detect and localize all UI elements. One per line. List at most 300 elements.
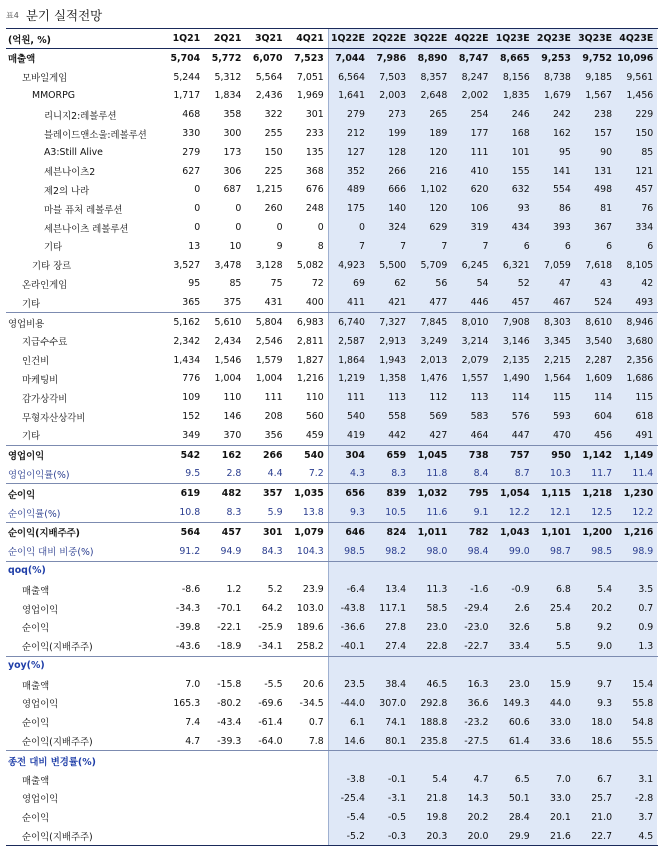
table-cell: 1,115 (534, 484, 575, 503)
table-cell: 12.2 (616, 503, 657, 522)
table-cell: 411 (328, 293, 369, 312)
table-cell (287, 657, 328, 676)
table-cell: 120 (410, 199, 451, 218)
table-cell: 357 (262, 488, 283, 500)
table-cell: 74.1 (369, 713, 410, 732)
table-cell: 162 (534, 124, 575, 143)
row-label: 매출액 (22, 585, 50, 597)
table-cell: 128 (369, 143, 410, 162)
table-row (6, 105, 658, 124)
table-title: 분기 실적전망 (25, 8, 103, 23)
row-label: MMORPG (32, 90, 75, 102)
table-cell (163, 789, 204, 808)
table-cell: 676 (305, 184, 324, 196)
table-cell (287, 562, 328, 581)
row-label: 마블 퓨처 레볼루션 (44, 204, 123, 216)
table-cell: 1.3 (616, 637, 657, 656)
table-cell: 542 (180, 449, 201, 461)
table-cell: 322 (264, 109, 283, 121)
table-cell: 618 (616, 407, 657, 426)
table-cell: -18.9 (217, 640, 242, 652)
table-cell: 141 (534, 162, 575, 181)
table-cell: -64.0 (258, 735, 283, 747)
table-cell: 121 (616, 162, 657, 181)
table-cell: 242 (534, 105, 575, 124)
table-cell: 554 (534, 181, 575, 200)
table-cell: 109 (182, 392, 201, 404)
table-cell: 0.7 (308, 716, 324, 728)
column-header-3q22e: 3Q22E (410, 29, 451, 48)
table-cell: -29.4 (451, 599, 492, 618)
table-cell: 13 (188, 240, 201, 252)
row-label: 리니지2:레볼루션 (44, 110, 117, 122)
row-label: 순이익 대비 비중(%) (8, 547, 94, 559)
table-cell: 540 (304, 449, 324, 461)
table-cell: 75 (270, 278, 283, 290)
table-cell (163, 562, 204, 581)
table-cell (163, 770, 204, 789)
table-cell: 13.4 (369, 580, 410, 599)
table-cell: 1,679 (534, 87, 575, 106)
table-cell: 5.4 (410, 770, 451, 789)
table-row (6, 789, 658, 808)
table-cell: -8.6 (181, 584, 201, 596)
table-cell: 22.7 (575, 827, 616, 846)
table-cell: 1,011 (410, 523, 451, 542)
table-cell: 9.2 (575, 618, 616, 637)
table-cell: 334 (616, 218, 657, 237)
table-cell: 5,162 (173, 317, 201, 329)
table-cell: 61.4 (493, 732, 534, 751)
table-cell: 168 (493, 124, 534, 143)
table-cell: 604 (575, 407, 616, 426)
table-cell: 7.8 (308, 735, 324, 747)
table-cell: 47 (534, 275, 575, 294)
table-cell: 42 (616, 275, 657, 294)
table-cell: 98.5 (328, 542, 369, 561)
table-cell: 225 (264, 165, 283, 177)
table-cell: -34.3 (175, 603, 201, 614)
table-cell: 468 (182, 109, 201, 121)
table-cell: -70.1 (217, 603, 242, 614)
table-row (6, 522, 658, 542)
table-cell: 115 (534, 388, 575, 407)
table-cell: 20.3 (410, 827, 451, 846)
row-label: 영업이익 (22, 604, 59, 616)
table-cell: 101 (493, 143, 534, 162)
table-cell (575, 657, 616, 676)
table-header-row (6, 28, 658, 49)
table-row (6, 370, 658, 389)
table-cell: 410 (451, 162, 492, 181)
table-cell: 7,327 (369, 313, 410, 332)
table-cell: 18.6 (575, 732, 616, 751)
table-cell: 114 (575, 388, 616, 407)
table-cell: 0 (194, 184, 201, 196)
table-cell (204, 562, 245, 581)
table-cell: 98.0 (410, 542, 451, 561)
table-cell: 482 (221, 488, 242, 500)
table-cell: 8.4 (451, 465, 492, 484)
table-row (6, 770, 658, 789)
table-cell: 12.1 (534, 503, 575, 522)
table-cell: 5,772 (211, 52, 242, 64)
table-row (6, 827, 658, 846)
table-cell: 29.9 (493, 827, 534, 846)
table-cell: 1,490 (493, 370, 534, 389)
table-cell: 8,247 (451, 68, 492, 87)
row-label: 블레이드앤소울:레볼루션 (44, 129, 147, 141)
table-cell: 9.3 (575, 694, 616, 713)
table-cell (287, 770, 328, 789)
table-cell: 1,032 (410, 484, 451, 503)
table-cell: 54.8 (616, 713, 657, 732)
table-cell: 99.0 (493, 542, 534, 561)
table-cell: 6,245 (451, 256, 492, 275)
table-cell: 10.5 (369, 503, 410, 522)
row-label: 순이익(지배주주) (22, 832, 93, 844)
table-cell: 7 (369, 237, 410, 256)
table-cell: 279 (328, 105, 369, 124)
table-cell: 1,004 (214, 373, 242, 385)
table-cell: -34.1 (258, 640, 283, 652)
table-cell: 1,717 (173, 90, 201, 102)
table-cell: 152 (182, 411, 201, 423)
table-cell: 2,913 (369, 332, 410, 351)
table-cell: 23.9 (302, 584, 324, 596)
table-cell: 2,546 (255, 335, 283, 347)
table-row (6, 713, 658, 732)
table-cell: 95 (534, 143, 575, 162)
table-cell: 3.1 (616, 770, 657, 789)
table-cell (245, 789, 286, 808)
table-cell: 5.4 (575, 580, 616, 599)
table-cell: 419 (328, 426, 369, 445)
table-cell: 33.0 (534, 789, 575, 808)
table-cell: 457 (493, 293, 534, 312)
table-cell: 20.1 (534, 808, 575, 827)
table-cell: 38.4 (369, 675, 410, 694)
table-cell: 307.0 (369, 694, 410, 713)
table-cell: 6 (493, 237, 534, 256)
table-cell: 1,054 (493, 484, 534, 503)
table-cell: 60.6 (493, 713, 534, 732)
table-cell: 358 (223, 109, 242, 121)
table-cell: 1,101 (534, 523, 575, 542)
table-cell: 3,680 (616, 332, 657, 351)
table-cell: 2,287 (575, 351, 616, 370)
table-cell (204, 789, 245, 808)
table-cell: 165.3 (173, 697, 201, 709)
table-row (6, 332, 658, 351)
table-cell: 33.6 (534, 732, 575, 751)
table-cell: 1,579 (255, 354, 283, 366)
table-cell (287, 751, 328, 770)
earnings-forecast-table (6, 28, 658, 846)
row-label: yoy(%) (8, 660, 45, 672)
table-cell: 8.3 (369, 465, 410, 484)
row-label: 기타 (22, 298, 41, 310)
table-cell: 349 (182, 429, 201, 441)
table-row (6, 351, 658, 370)
table-cell: 0 (235, 222, 242, 234)
table-cell: 266 (262, 449, 283, 461)
table-cell: 5.9 (267, 507, 283, 519)
table-cell (245, 770, 286, 789)
table-cell: 248 (305, 203, 324, 215)
table-cell: 69 (328, 275, 369, 294)
table-cell: 7.4 (185, 716, 201, 728)
table-cell: 18.0 (575, 713, 616, 732)
table-cell: 8,105 (616, 256, 657, 275)
table-cell: 0.7 (616, 599, 657, 618)
table-cell (287, 808, 328, 827)
table-cell: 212 (328, 124, 369, 143)
table-cell: 1,142 (575, 446, 616, 465)
table-cell: 25.7 (575, 789, 616, 808)
table-cell (204, 827, 245, 846)
table-cell: 117.1 (369, 599, 410, 618)
table-cell: 208 (264, 411, 283, 423)
table-cell: 85 (229, 278, 242, 290)
table-cell: 7,908 (493, 313, 534, 332)
table-cell: 46.5 (410, 675, 451, 694)
table-cell: 301 (262, 526, 283, 538)
table-cell: 6,564 (328, 68, 369, 87)
table-cell: 7,986 (369, 49, 410, 68)
table-cell (451, 751, 492, 770)
table-cell: 3,249 (410, 332, 451, 351)
table-cell: 558 (369, 407, 410, 426)
table-cell: 150 (264, 146, 283, 158)
table-row (6, 808, 658, 827)
table-cell: 9.3 (328, 503, 369, 522)
table-cell: 464 (451, 426, 492, 445)
table-cell: 104.3 (296, 545, 324, 557)
table-row (6, 199, 658, 218)
table-cell: 3,214 (451, 332, 492, 351)
table-cell: 14.6 (328, 732, 369, 751)
table-cell: 91.2 (179, 545, 201, 557)
row-label: 영업이익 (8, 451, 45, 463)
table-cell: 127 (328, 143, 369, 162)
table-cell: 1,045 (410, 446, 451, 465)
row-label: 순이익 (22, 623, 50, 635)
table-cell: 368 (305, 165, 324, 177)
row-label: 제2의 나라 (44, 185, 90, 197)
table-cell (575, 562, 616, 581)
table-cell: 446 (451, 293, 492, 312)
table-cell: 146 (223, 411, 242, 423)
table-cell: 1,943 (369, 351, 410, 370)
table-cell: 583 (451, 407, 492, 426)
table-cell: 6 (534, 237, 575, 256)
table-cell (245, 657, 286, 676)
table-cell: 20.6 (302, 679, 324, 691)
table-cell: 5.8 (534, 618, 575, 637)
table-cell (328, 562, 369, 581)
table-cell: -39.3 (217, 735, 242, 747)
table-cell: -0.1 (369, 770, 410, 789)
table-cell: 2,436 (255, 90, 283, 102)
column-header-2q21: 2Q21 (213, 33, 242, 44)
table-cell: 14.3 (451, 789, 492, 808)
table-cell: 98.9 (616, 542, 657, 561)
table-cell: 2.6 (493, 599, 534, 618)
row-label: 영업이익 (22, 794, 59, 806)
table-cell: 233 (305, 128, 324, 140)
table-row (6, 599, 658, 618)
table-cell: -43.8 (328, 599, 369, 618)
table-cell: 795 (451, 484, 492, 503)
table-cell: 6,983 (296, 317, 324, 329)
table-cell: 569 (410, 407, 451, 426)
table-cell: 776 (182, 373, 201, 385)
row-label: 마케팅비 (22, 374, 59, 386)
table-cell: 1,476 (410, 370, 451, 389)
table-cell: 687 (223, 184, 242, 196)
table-cell: 9,561 (616, 68, 657, 87)
table-cell: -2.8 (616, 789, 657, 808)
table-cell: 352 (328, 162, 369, 181)
table-cell: 2,811 (296, 335, 324, 347)
table-cell: -5.2 (328, 827, 369, 846)
row-label: 세븐나이츠2 (44, 167, 96, 179)
table-cell: 629 (410, 218, 451, 237)
table-cell: 1.2 (226, 584, 242, 596)
table-cell (204, 770, 245, 789)
table-cell: 4.4 (267, 468, 283, 480)
table-cell (410, 751, 451, 770)
table-cell: 950 (534, 446, 575, 465)
table-cell: 6.7 (575, 770, 616, 789)
row-label: qoq(%) (8, 565, 46, 577)
row-label: 세븐나이츠 레볼루션 (44, 223, 129, 235)
table-cell: 27.4 (369, 637, 410, 656)
table-cell: -27.5 (451, 732, 492, 751)
table-cell (451, 562, 492, 581)
row-label: 순이익(지배주주) (8, 528, 80, 540)
table-cell: 9,185 (575, 68, 616, 87)
table-cell: 273 (369, 105, 410, 124)
table-cell: 365 (182, 297, 201, 309)
table-cell: 489 (328, 181, 369, 200)
table-cell: -43.6 (175, 640, 201, 652)
table-cell: -5.5 (264, 679, 283, 691)
table-cell: 2,342 (173, 335, 201, 347)
table-cell: 11.3 (410, 580, 451, 599)
table-cell: 238 (575, 105, 616, 124)
table-cell: 114 (493, 388, 534, 407)
row-label: 순이익(지배주주) (22, 642, 93, 654)
table-cell: 1,200 (575, 523, 616, 542)
table-cell: -6.4 (328, 580, 369, 599)
table-cell: 8,738 (534, 68, 575, 87)
table-cell: 646 (328, 523, 369, 542)
table-cell: 6.1 (328, 713, 369, 732)
table-row (6, 637, 658, 656)
table-cell: 113 (451, 388, 492, 407)
table-cell: 111 (328, 388, 369, 407)
table-row (6, 237, 658, 256)
table-cell: -34.5 (299, 697, 324, 709)
table-cell (287, 789, 328, 808)
table-cell: 23.5 (328, 675, 369, 694)
row-label: A3:Still Alive (44, 146, 103, 158)
table-cell: 1,218 (575, 484, 616, 503)
table-cell: 1,219 (328, 370, 369, 389)
table-cell: 1,216 (296, 373, 324, 385)
table-cell: 427 (410, 426, 451, 445)
table-cell: -1.6 (451, 580, 492, 599)
row-label: 영업이익 (22, 699, 59, 711)
row-label: 매출액 (22, 680, 50, 692)
table-cell: 1,035 (294, 488, 324, 500)
table-cell: 370 (223, 429, 242, 441)
column-header-3q21: 3Q21 (255, 33, 283, 44)
table-cell: 5,709 (410, 256, 451, 275)
table-cell: 1,215 (255, 184, 283, 196)
row-label: 지급수수료 (22, 337, 68, 349)
table-cell: 98.4 (451, 542, 492, 561)
table-cell: 7,845 (410, 313, 451, 332)
table-cell: 11.6 (410, 503, 451, 522)
table-row (6, 312, 658, 332)
table-cell: 229 (616, 105, 657, 124)
table-caption (6, 4, 102, 26)
table-cell: 1,546 (214, 354, 242, 366)
table-cell: 5,244 (173, 71, 201, 83)
table-cell: -69.6 (258, 697, 283, 709)
table-cell: 5,610 (214, 317, 242, 329)
table-cell: 6,070 (252, 52, 283, 64)
table-row (6, 162, 658, 181)
table-cell: 246 (493, 105, 534, 124)
table-cell: 19.8 (410, 808, 451, 827)
table-cell: -25.9 (258, 621, 283, 633)
table-cell: 421 (369, 293, 410, 312)
table-cell: -43.4 (217, 716, 242, 728)
table-cell: 8,946 (616, 313, 657, 332)
table-cell: 140 (369, 199, 410, 218)
table-cell: 7,044 (328, 49, 369, 68)
table-cell: -22.1 (217, 621, 242, 633)
table-cell: -22.7 (451, 637, 492, 656)
table-cell: 7,059 (534, 256, 575, 275)
column-header-2q22e: 2Q22E (369, 29, 410, 48)
table-cell: 1,456 (616, 87, 657, 106)
table-cell: 498 (575, 181, 616, 200)
table-cell: 80.1 (369, 732, 410, 751)
table-cell: 199 (369, 124, 410, 143)
table-cell: 470 (534, 426, 575, 445)
column-header-4q23e: 4Q23E (616, 29, 657, 48)
table-cell: 3,478 (214, 259, 242, 271)
table-cell: 5.2 (267, 584, 283, 596)
table-cell: 1,641 (328, 87, 369, 106)
table-cell: -44.0 (328, 694, 369, 713)
table-cell: 0 (317, 222, 324, 234)
table-cell: 189 (410, 124, 451, 143)
table-cell: 8,010 (451, 313, 492, 332)
table-cell: 3.5 (616, 580, 657, 599)
table-cell: 1,557 (451, 370, 492, 389)
table-cell: 367 (575, 218, 616, 237)
table-cell: 8,665 (493, 49, 534, 68)
table-cell: 2,356 (616, 351, 657, 370)
table-cell: 5,500 (369, 256, 410, 275)
table-cell: 2.8 (226, 468, 242, 480)
